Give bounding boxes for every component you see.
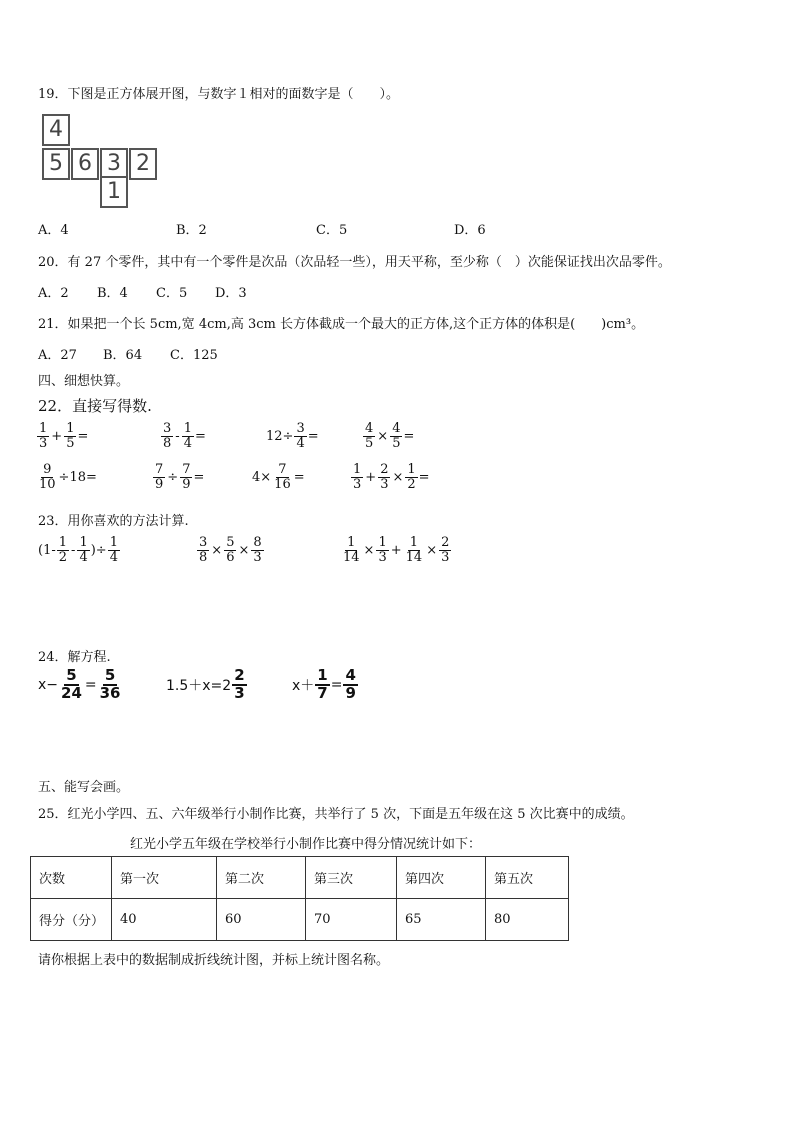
q20-option-a[interactable]: A．2 <box>38 286 69 301</box>
table-cell: 第四次 <box>397 857 486 899</box>
q22-expr-5: $\frac{9}{10}$ ÷18= <box>39 462 97 492</box>
net-cell: 4 <box>42 114 70 146</box>
q21-text: 21．如果把一个长 5cm,宽 4cm,高 3cm 长方体截成一个最大的正方体,这个正方体的体积是( )cm³。 <box>38 317 645 332</box>
q23-expr-2: $\frac{3}{8}$ × $\frac{5}{6}$ × $\frac{8}{3}$ <box>199 535 262 565</box>
net-cell: 3 <box>100 148 128 180</box>
q23-title: 23．用你喜欢的方法计算. <box>38 514 189 529</box>
table-cell: 第三次 <box>306 857 397 899</box>
table-cell: 60 <box>217 899 306 941</box>
q19-option-b[interactable]: B．2 <box>176 223 207 238</box>
score-table <box>30 856 569 941</box>
q20-option-b[interactable]: B．4 <box>97 286 128 301</box>
table-cell: 第二次 <box>217 857 306 899</box>
net-cell: 6 <box>71 148 99 180</box>
q22-expr-4: $\frac{4}{5}$ × $\frac{4}{5}$ = <box>365 421 415 451</box>
q20-text: 20．有 27 个零件，其中有一个零件是次品（次品轻一些），用天平称，至少称（ ）次能保证找出次品零件。 <box>38 255 671 270</box>
q22-expr-7: 4× $\frac{7}{16}$ = <box>252 462 305 492</box>
q21-option-c[interactable]: C．125 <box>170 348 218 363</box>
q19-option-a[interactable]: A．4 <box>38 223 69 238</box>
table-caption: 红光小学五年级在学校举行小制作比赛中得分情况统计如下： <box>130 837 482 852</box>
q24-title: 24．解方程. <box>38 650 111 665</box>
table-cell: 次数 <box>31 857 112 899</box>
table-cell: 40 <box>112 899 217 941</box>
section-4-heading: 四、细想快算。 <box>38 374 130 389</box>
q24-equation-1: x− $\frac{5}{24}$ = $\frac{5}{36}$ <box>38 666 121 702</box>
q20-option-c[interactable]: C．5 <box>156 286 188 301</box>
q22-expr-2: 3 8 - $\frac{1}{4}$ = <box>163 421 206 451</box>
q19-text: 19．下图是正方体展开图，与数字１相对的面数字是（ ）。 <box>38 87 400 102</box>
section-5-heading: 五、能写会画。 <box>38 780 130 795</box>
q20-option-d[interactable]: D．3 <box>215 286 247 301</box>
q19-option-d[interactable]: D．6 <box>454 223 486 238</box>
cube-net-figure <box>40 112 160 212</box>
net-cell: 2 <box>129 148 157 180</box>
net-cell: 5 <box>42 148 70 180</box>
q23-expr-3: $\frac{1}{14}$ × $\frac{1}{3}$ + $\frac{1}{14}$ × $\frac{2}{3}$ <box>343 535 450 565</box>
q22-expr-1: 1 3 + $\frac{1}{5}$ = <box>39 421 89 451</box>
q24-equation-2: 1.5＋x=2 2 3 <box>166 666 245 702</box>
table-header-row <box>31 857 569 899</box>
q24-equation-3: x＋ $\frac{1}{7}$ = $\frac{4}{9}$ <box>292 666 356 702</box>
net-cell: 1 <box>100 176 128 208</box>
q22-expr-3: 12÷ $\frac{3}{4}$ = <box>266 421 319 451</box>
q22-title: 22．直接写得数. <box>38 397 152 415</box>
table-cell: 得分（分） <box>31 899 112 941</box>
q23-expr-1: (1- 1 2 - 1 4 )÷ $\frac{1}{4}$ <box>38 535 118 565</box>
table-cell: 80 <box>486 899 569 941</box>
table-row <box>31 899 569 941</box>
table-cell: 70 <box>306 899 397 941</box>
q22-expr-8: 1 3 + $\frac{2}{3}$ × $\frac{1}{2}$ = <box>353 462 430 492</box>
q22-expr-6: $\frac{7}{9}$ ÷ $\frac{7}{9}$ = <box>155 462 205 492</box>
q19-option-c[interactable]: C．5 <box>316 223 348 238</box>
q21-option-a[interactable]: A．27 <box>38 348 77 363</box>
q25-text: 25．红光小学四、五、六年级举行小制作比赛，共举行了 5 次，下面是五年级在这 5 次比赛中的成绩。 <box>38 807 634 822</box>
table-cell: 第五次 <box>486 857 569 899</box>
table-cell: 第一次 <box>112 857 217 899</box>
q25-instruction: 请你根据上表中的数据制成折线统计图，并标上统计图名称。 <box>38 953 390 968</box>
q21-option-b[interactable]: B．64 <box>103 348 143 363</box>
table-cell: 65 <box>397 899 486 941</box>
